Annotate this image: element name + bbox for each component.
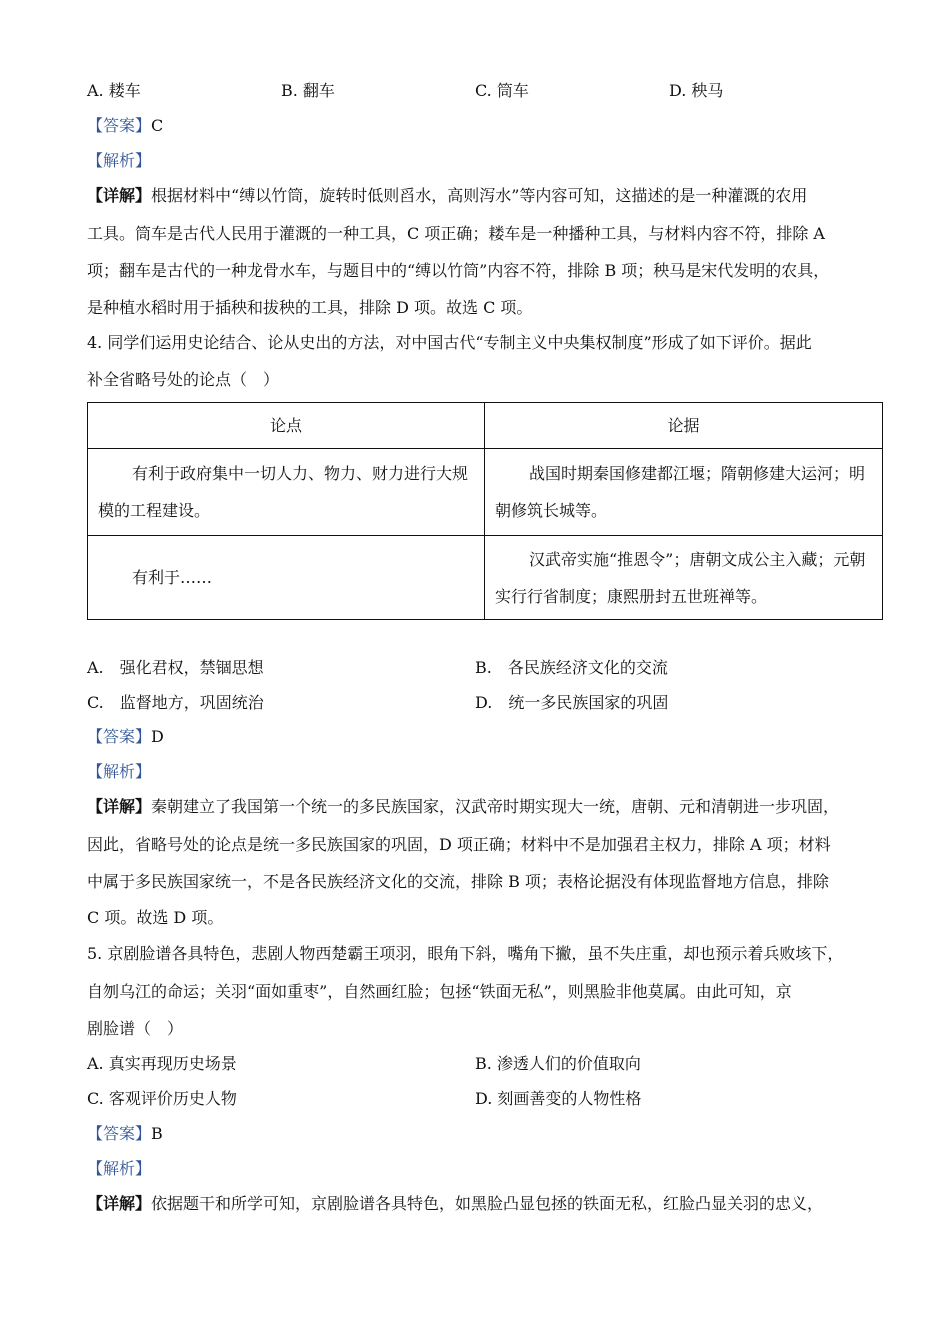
table-cell: 有利于政府集中一切人力、物力、财力进行大规模的工程建设。 — [88, 449, 485, 536]
detail-text: 依据题干和所学可知，京剧脸谱各具特色，如黑脸凸显包拯的铁面无私，红脸凸显关羽的忠义， — [151, 1194, 824, 1213]
q4-detail-line: 中属于多民族国家统一，不是各民族经济文化的交流，排除 B 项；表格论据没有体现监督地方信息，排除 — [87, 872, 829, 891]
q4-detail-line — [87, 796, 839, 818]
q5-stem-line: 剧脸谱（ ） — [87, 1019, 184, 1038]
q4-detail-line: 因此，省略号处的论点是统一多民族国家的巩固，D 项正确；材料中不是加强君主权力，排除 A 项；材料 — [87, 835, 831, 854]
detail-text: 秦朝建立了我国第一个统一的多民族国家，汉武帝时期实现大一统，唐朝、元和清朝进一步巩固， — [151, 797, 840, 816]
answer-value: C — [151, 116, 164, 135]
answer-label: 【答案】 — [87, 116, 152, 135]
detail-label: 【详解】 — [87, 797, 152, 816]
q4-stem-line: 4. 同学们运用史论结合、论从史出的方法，对中国古代“专制主义中央集权制度”形成了如下评价。据此 — [87, 333, 812, 352]
q3-answer — [87, 115, 163, 137]
table-cell: 汉武帝实施“推恩令”；唐朝文成公主入藏；元朝实行行省制度；康熙册封五世班禅等。 — [485, 536, 883, 620]
q4-detail-line: C 项。故选 D 项。 — [87, 908, 224, 927]
q4-answer — [87, 726, 164, 748]
answer-value: D — [151, 727, 164, 746]
detail-label: 【详解】 — [87, 1194, 152, 1213]
q5-answer — [87, 1123, 163, 1145]
q3-detail-line: 工具。筒车是古代人民用于灌溉的一种工具，C 项正确；耧车是一种播种工具，与材料内容不符，排除 A — [87, 224, 825, 243]
q3-option-c: C. 筒车 — [475, 81, 529, 100]
q3-detail-line: 是种植水稻时用于插秧和拔秧的工具，排除 D 项。故选 C 项。 — [87, 298, 533, 317]
q3-option-a: A. 耧车 — [87, 81, 141, 100]
answer-label: 【答案】 — [87, 1124, 152, 1143]
q5-detail-line — [87, 1193, 823, 1215]
q3-analysis-label: 【解析】 — [87, 151, 152, 170]
answer-value: B — [151, 1124, 163, 1143]
detail-label: 【详解】 — [87, 186, 152, 205]
q4-option-d: D. 统一多民族国家的巩固 — [475, 693, 669, 712]
q4-option-a: A. 强化君权，禁锢思想 — [87, 658, 264, 677]
q5-analysis-label: 【解析】 — [87, 1159, 152, 1178]
q4-option-b: B. 各民族经济文化的交流 — [475, 658, 668, 677]
q4-stem-line: 补全省略号处的论点（ ） — [87, 370, 280, 389]
table-header: 论据 — [485, 403, 883, 449]
q5-stem-line: 5. 京剧脸谱各具特色，悲剧人物西楚霸王项羽，眼角下斜，嘴角下撇，虽不失庄重，却也预示着兵败垓下， — [87, 944, 844, 963]
table-header-row — [88, 403, 883, 449]
q3-detail-line — [87, 185, 807, 207]
q5-option-d: D. 刻画善变的人物性格 — [475, 1089, 642, 1108]
q5-stem-line: 自刎乌江的命运；关羽“面如重枣”，自然画红脸；包拯“铁面无私”，则黑脸非他莫属。由此可知，京 — [87, 982, 792, 1001]
detail-text: 根据材料中“缚以竹筒，旋转时低则舀水，高则泻水”等内容可知，这描述的是一种灌溉的农用 — [151, 186, 808, 205]
table-row — [88, 449, 883, 536]
q5-option-a: A. 真实再现历史场景 — [87, 1054, 237, 1073]
q4-option-c: C. 监督地方，巩固统治 — [87, 693, 264, 712]
table-cell: 有利于…… — [88, 536, 485, 620]
q5-option-b: B. 渗透人们的价值取向 — [475, 1054, 641, 1073]
q3-option-b: B. 翻车 — [281, 81, 335, 100]
q5-option-c: C. 客观评价历史人物 — [87, 1089, 237, 1108]
q3-option-d: D. 秧马 — [669, 81, 724, 100]
table-cell: 战国时期秦国修建都江堰；隋朝修建大运河；明朝修筑长城等。 — [485, 449, 883, 536]
table-header: 论点 — [88, 403, 485, 449]
q3-detail-line: 项；翻车是古代的一种龙骨水车，与题目中的“缚以竹筒”内容不符，排除 B 项；秧马是宋代发明的农具， — [87, 261, 830, 280]
table-row — [88, 536, 883, 620]
argument-table — [87, 402, 883, 620]
q4-analysis-label: 【解析】 — [87, 762, 152, 781]
answer-label: 【答案】 — [87, 727, 152, 746]
